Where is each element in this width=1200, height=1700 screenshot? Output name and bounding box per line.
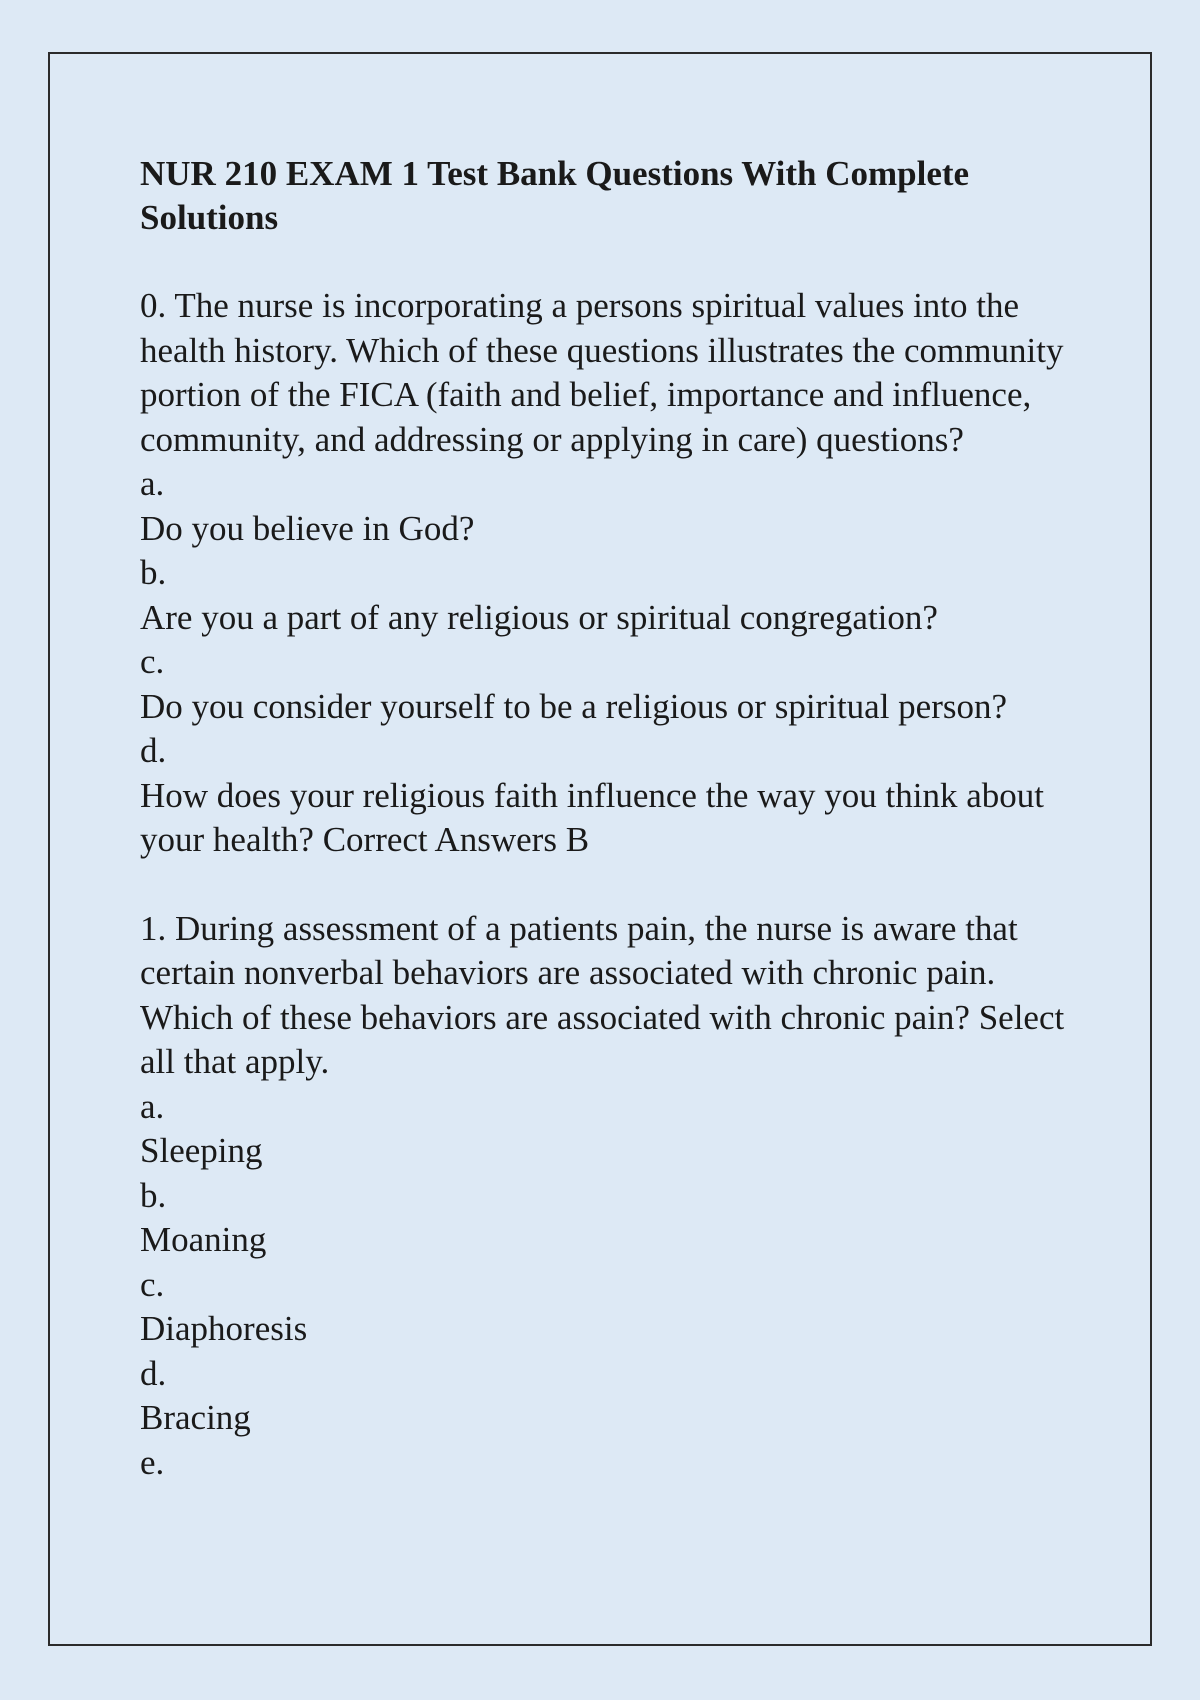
- option-text: How does your religious faith influence the way you think about your health? Correct Answers B: [140, 775, 1044, 859]
- question-stem: 0. The nurse is incorporating a persons spiritual values into the health history. Which of these questions illustrates the community portion of the FICA (faith and belief, importance and influence, community, and addressing or applying in care) questions?: [140, 286, 1064, 459]
- option-letter: d.: [140, 1353, 167, 1393]
- option-text: Sleeping: [140, 1131, 263, 1170]
- option-letter: c.: [140, 1264, 165, 1304]
- option-text: Bracing: [140, 1398, 251, 1437]
- option-letter: a.: [140, 1086, 165, 1126]
- option-letter: c.: [140, 642, 165, 681]
- option-letter: d.: [140, 731, 167, 770]
- option-letter: e.: [140, 1442, 165, 1482]
- option-text: Are you a part of any religious or spiritual congregation?: [140, 597, 938, 637]
- document-content: [140, 152, 1080, 1485]
- option-text: Moaning: [140, 1220, 267, 1259]
- option-text: Diaphoresis: [140, 1309, 308, 1348]
- question-1: [140, 907, 1080, 1486]
- option-letter: b.: [140, 1175, 167, 1215]
- document-title: NUR 210 EXAM 1 Test Bank Questions With Complete Solutions: [140, 154, 970, 237]
- option-text: Do you consider yourself to be a religious or spiritual person?: [140, 686, 1008, 726]
- question-stem: 1. During assessment of a patients pain, the nurse is aware that certain nonverbal behaviors are associated with chronic pain. Which of these behaviors are associated with chronic pain? Select all that apply.: [140, 908, 1065, 1081]
- question-0: [140, 284, 1080, 863]
- option-text: Do you believe in God?: [140, 508, 475, 548]
- option-letter: b.: [140, 553, 167, 592]
- option-letter: a.: [140, 464, 165, 503]
